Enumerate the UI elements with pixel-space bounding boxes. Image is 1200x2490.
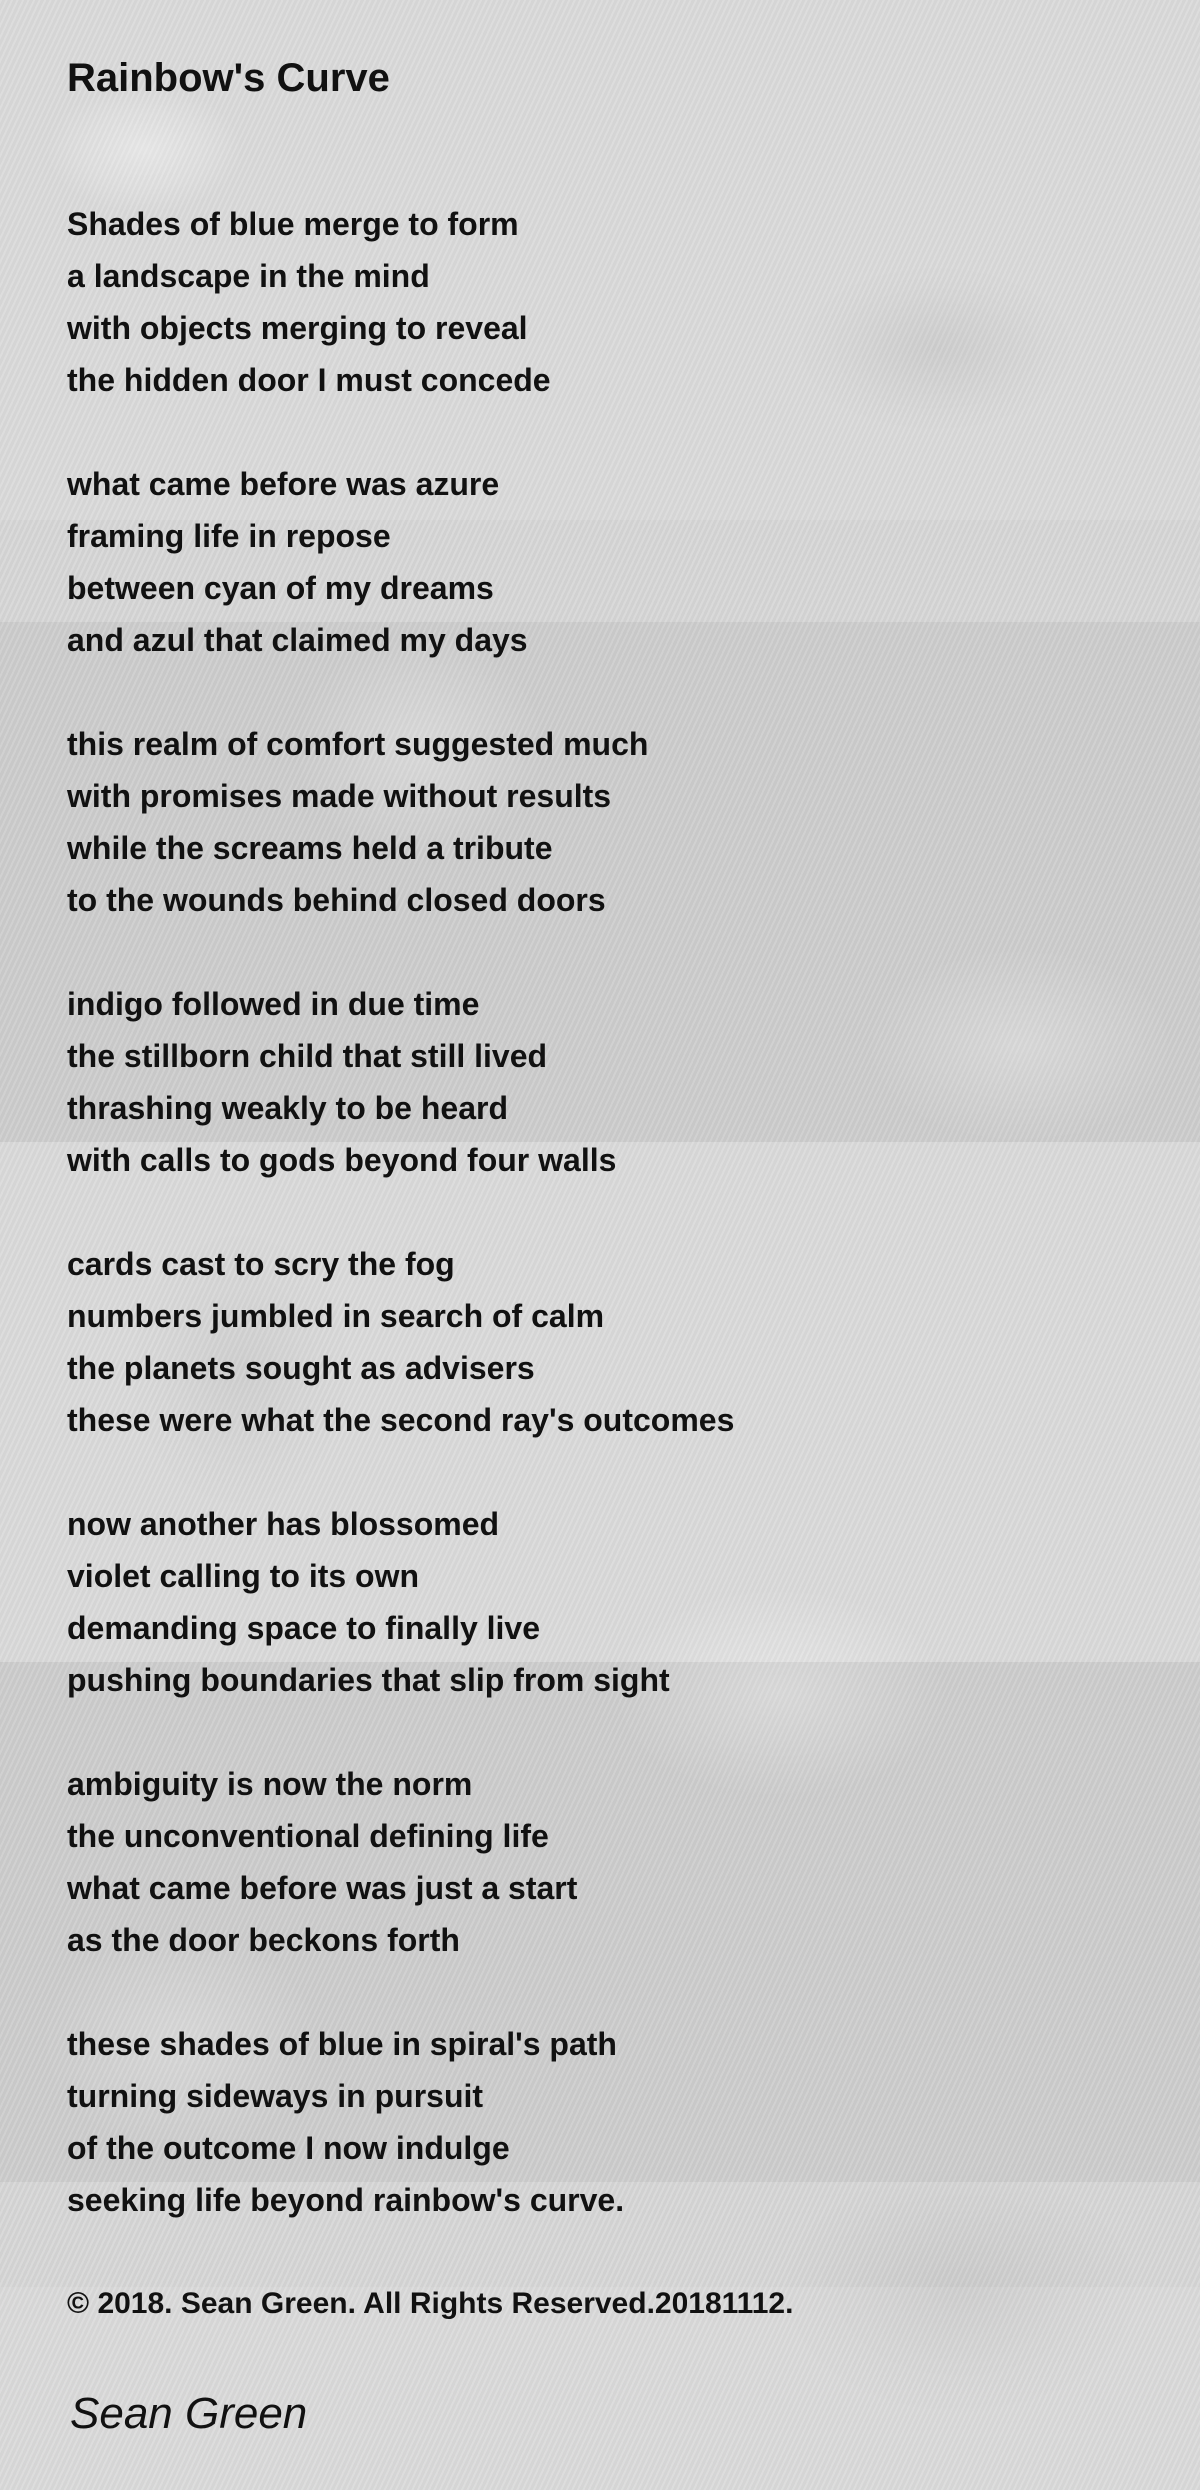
poem-line: of the outcome I now indulge (67, 2130, 510, 2166)
poem-line: demanding space to finally live (67, 1610, 541, 1646)
stanza (67, 1498, 1147, 1706)
poem-line: ambiguity is now the norm (67, 1766, 473, 1802)
poem-line: seeking life beyond rainbow's curve. (67, 2182, 625, 2218)
poem-line: this realm of comfort suggested much (67, 726, 649, 762)
poem-title: Rainbow's Curve (67, 56, 390, 100)
poem-line: to the wounds behind closed doors (67, 882, 606, 918)
poem-line: between cyan of my dreams (67, 570, 494, 606)
poem-line: now another has blossomed (67, 1506, 500, 1542)
poem-line: turning sideways in pursuit (67, 2078, 484, 2114)
poem-line: what came before was azure (67, 466, 500, 502)
stanza (67, 978, 1147, 1186)
poem-line: the planets sought as advisers (67, 1350, 535, 1386)
poem-line: with promises made without results (67, 778, 612, 814)
poem-line: the unconventional defining life (67, 1818, 549, 1854)
stanza (67, 2018, 1147, 2226)
poem-line: with objects merging to reveal (67, 310, 528, 346)
poem-line: the stillborn child that still lived (67, 1038, 548, 1074)
poem-line: thrashing weakly to be heard (67, 1090, 508, 1126)
poem-line: indigo followed in due time (67, 986, 480, 1022)
poem (67, 48, 1147, 2330)
stanza (67, 1758, 1147, 1966)
poem-line: with calls to gods beyond four walls (67, 1142, 617, 1178)
poem-line: pushing boundaries that slip from sight (67, 1662, 670, 1698)
poem-line: violet calling to its own (67, 1558, 420, 1594)
poem-line: while the screams held a tribute (67, 830, 553, 866)
poem-line: as the door beckons forth (67, 1922, 460, 1958)
poem-line: and azul that claimed my days (67, 622, 528, 658)
poem-line: these were what the second ray's outcomes (67, 1402, 735, 1438)
stanza (67, 458, 1147, 666)
stanza (67, 1238, 1147, 1446)
poem-line: the hidden door I must concede (67, 362, 551, 398)
stanza (67, 198, 1147, 406)
poem-line: numbers jumbled in search of calm (67, 1298, 605, 1334)
author-name: Sean Green (70, 2389, 308, 2438)
copyright-notice: © 2018. Sean Green. All Rights Reserved.20181112. (67, 2287, 794, 2320)
poem-line: Shades of blue merge to form (67, 206, 519, 242)
stanza (67, 718, 1147, 926)
poem-line: framing life in repose (67, 518, 391, 554)
poem-line: cards cast to scry the fog (67, 1246, 455, 1282)
poem-line: these shades of blue in spiral's path (67, 2026, 617, 2062)
poem-line: what came before was just a start (67, 1870, 578, 1906)
poem-line: a landscape in the mind (67, 258, 430, 294)
poem-body (67, 198, 1147, 2330)
